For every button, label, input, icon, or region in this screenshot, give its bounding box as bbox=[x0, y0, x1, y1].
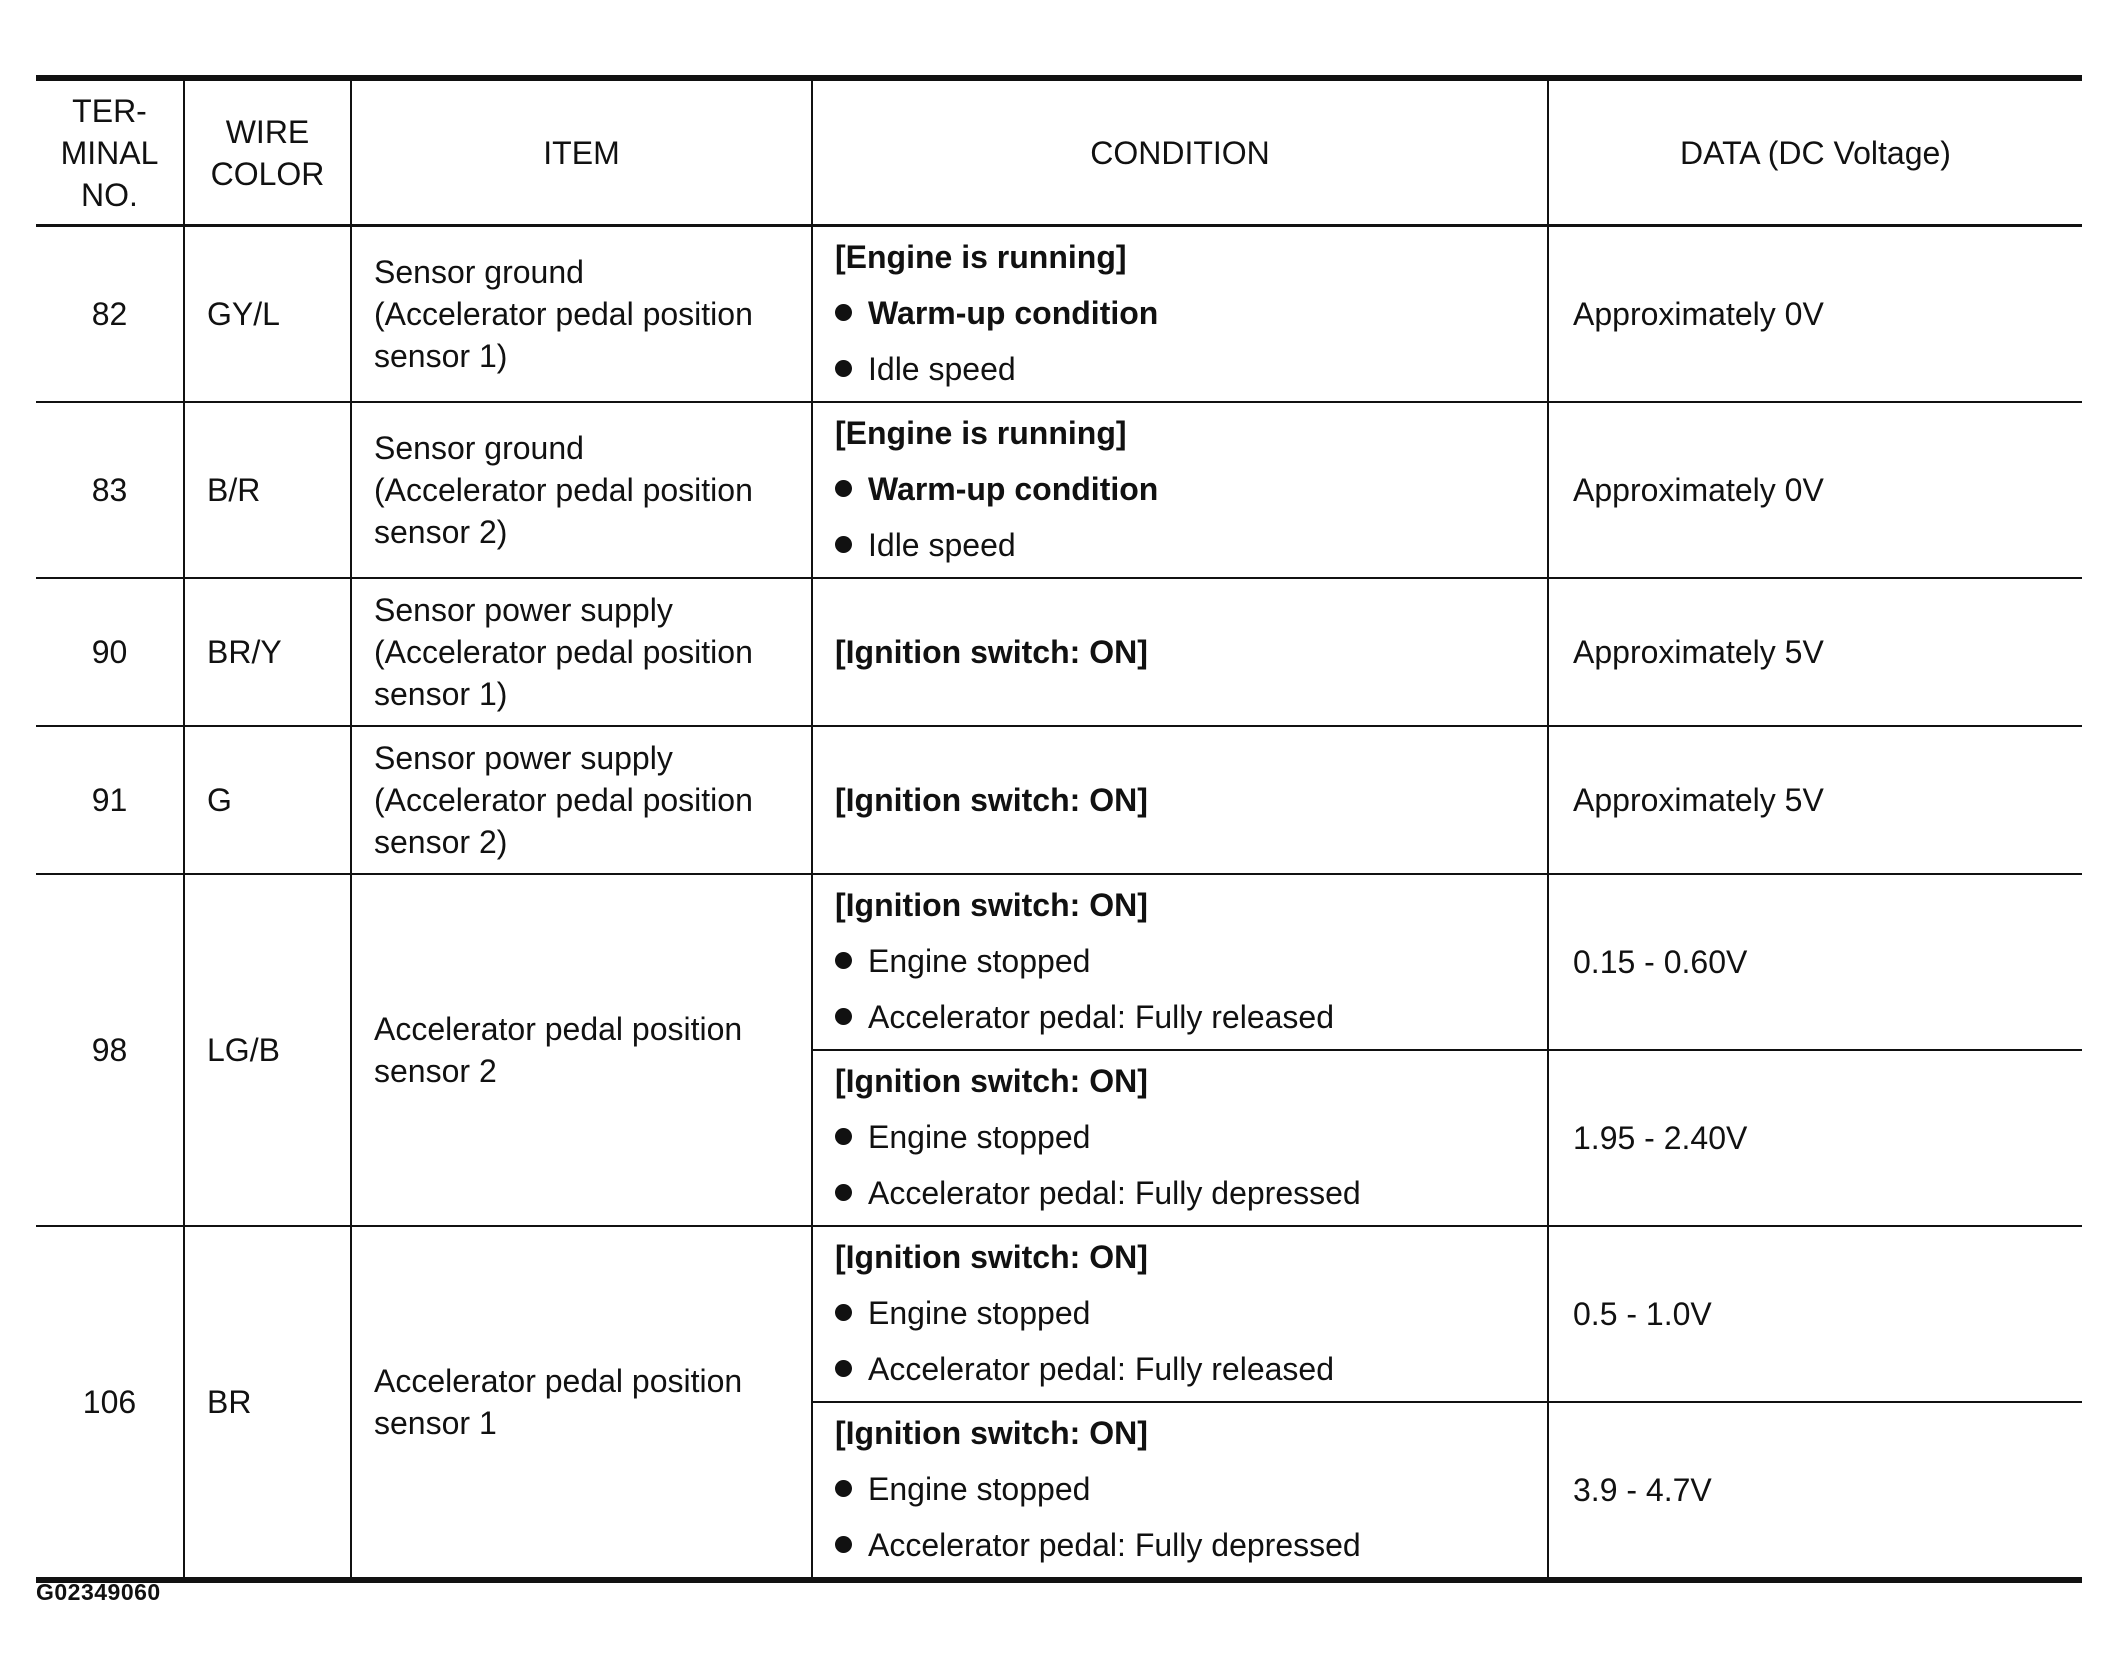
condition-bullet-text: Idle speed bbox=[868, 351, 1016, 387]
item-line: Accelerator pedal position bbox=[374, 1011, 743, 1047]
bullet-icon bbox=[835, 1008, 852, 1025]
condition-cell bbox=[812, 874, 1548, 1050]
ecm-terminal-table bbox=[36, 75, 2082, 1583]
terminal-cell: 83 bbox=[36, 402, 184, 578]
item-line: (Accelerator pedal position bbox=[374, 782, 753, 818]
condition-bullet bbox=[835, 341, 1547, 397]
item-cell bbox=[351, 874, 812, 1226]
condition-bullet bbox=[835, 1461, 1547, 1517]
data-cell: Approximately 0V bbox=[1548, 226, 2082, 403]
header-wire-line2: COLOR bbox=[210, 155, 325, 192]
item-line: (Accelerator pedal position bbox=[374, 472, 753, 508]
condition-bullet-text: Engine stopped bbox=[868, 943, 1091, 979]
table-row bbox=[36, 726, 2082, 874]
condition-bullet bbox=[835, 1285, 1547, 1341]
condition-cell bbox=[812, 1226, 1548, 1402]
table-row bbox=[36, 874, 2082, 1050]
condition-header: [Ignition switch: ON] bbox=[835, 887, 1148, 923]
condition-cell bbox=[812, 578, 1548, 726]
condition-header: [Engine is running] bbox=[835, 239, 1127, 275]
wire-color-cell: GY/L bbox=[184, 226, 351, 403]
item-line: sensor 1 bbox=[374, 1405, 497, 1441]
bullet-icon bbox=[835, 1480, 852, 1497]
condition-bullet bbox=[835, 1165, 1547, 1221]
table-row bbox=[36, 226, 2082, 403]
item-line: Sensor power supply bbox=[374, 740, 673, 776]
header-wire-color bbox=[184, 78, 351, 226]
condition-bullet bbox=[835, 285, 1547, 341]
item-line: sensor 2) bbox=[374, 824, 508, 860]
data-cell: 3.9 - 4.7V bbox=[1548, 1402, 2082, 1580]
condition-bullet bbox=[835, 517, 1547, 573]
figure-id-label: G02349060 bbox=[36, 1579, 161, 1605]
table-row bbox=[36, 578, 2082, 726]
condition-bullet-text: Engine stopped bbox=[868, 1295, 1091, 1331]
table-row bbox=[36, 402, 2082, 578]
condition-bullet bbox=[835, 989, 1547, 1045]
condition-bullet-text: Idle speed bbox=[868, 527, 1016, 563]
condition-bullet bbox=[835, 1109, 1547, 1165]
item-line: sensor 1) bbox=[374, 338, 508, 374]
item-line: Sensor ground bbox=[374, 430, 584, 466]
data-cell: Approximately 5V bbox=[1548, 578, 2082, 726]
condition-bullet-text: Engine stopped bbox=[868, 1119, 1091, 1155]
condition-bullet bbox=[835, 461, 1547, 517]
header-wire-line1: WIRE bbox=[225, 113, 310, 150]
condition-header: [Ignition switch: ON] bbox=[835, 1063, 1148, 1099]
item-line: sensor 2 bbox=[374, 1053, 497, 1089]
header-terminal-line3: NO. bbox=[81, 176, 138, 213]
item-cell bbox=[351, 402, 812, 578]
item-cell bbox=[351, 226, 812, 403]
item-cell bbox=[351, 1226, 812, 1580]
bullet-icon bbox=[835, 1360, 852, 1377]
bullet-icon bbox=[835, 1128, 852, 1145]
condition-bullet-text: Accelerator pedal: Fully depressed bbox=[868, 1175, 1361, 1211]
item-line: (Accelerator pedal position bbox=[374, 634, 753, 670]
bullet-icon bbox=[835, 480, 852, 497]
header-data: DATA (DC Voltage) bbox=[1548, 78, 2082, 226]
terminal-cell: 91 bbox=[36, 726, 184, 874]
header-terminal-line2: MINAL bbox=[60, 134, 159, 171]
condition-header: [Ignition switch: ON] bbox=[835, 1239, 1148, 1275]
header-terminal-no bbox=[36, 78, 184, 226]
item-cell bbox=[351, 578, 812, 726]
item-line: sensor 1) bbox=[374, 676, 508, 712]
wire-color-cell: B/R bbox=[184, 402, 351, 578]
condition-cell bbox=[812, 726, 1548, 874]
condition-bullet bbox=[835, 1341, 1547, 1397]
bullet-icon bbox=[835, 536, 852, 553]
bullet-icon bbox=[835, 360, 852, 377]
condition-bullet-text: Accelerator pedal: Fully released bbox=[868, 1351, 1335, 1387]
condition-header: [Ignition switch: ON] bbox=[835, 634, 1148, 670]
condition-bullet-text: Warm-up condition bbox=[868, 471, 1159, 507]
condition-header: [Ignition switch: ON] bbox=[835, 1415, 1148, 1451]
bullet-icon bbox=[835, 1536, 852, 1553]
data-cell: 0.15 - 0.60V bbox=[1548, 874, 2082, 1050]
condition-bullet-text: Engine stopped bbox=[868, 1471, 1091, 1507]
terminal-cell: 106 bbox=[36, 1226, 184, 1580]
condition-bullet-text: Warm-up condition bbox=[868, 295, 1159, 331]
header-row bbox=[36, 78, 2082, 226]
terminal-cell: 90 bbox=[36, 578, 184, 726]
header-item: ITEM bbox=[351, 78, 812, 226]
condition-bullet bbox=[835, 1517, 1547, 1573]
data-cell: Approximately 0V bbox=[1548, 402, 2082, 578]
header-terminal-line1: TER- bbox=[72, 92, 147, 129]
condition-header: [Engine is running] bbox=[835, 415, 1127, 451]
table-body bbox=[36, 226, 2082, 1581]
bullet-icon bbox=[835, 304, 852, 321]
item-cell bbox=[351, 726, 812, 874]
condition-bullet bbox=[835, 933, 1547, 989]
item-line: (Accelerator pedal position bbox=[374, 296, 753, 332]
bullet-icon bbox=[835, 1184, 852, 1201]
wire-color-cell: LG/B bbox=[184, 874, 351, 1226]
condition-bullet-text: Accelerator pedal: Fully depressed bbox=[868, 1527, 1361, 1563]
condition-cell bbox=[812, 1402, 1548, 1580]
table-row bbox=[36, 1226, 2082, 1402]
table-header bbox=[36, 78, 2082, 226]
data-cell: Approximately 5V bbox=[1548, 726, 2082, 874]
condition-cell bbox=[812, 226, 1548, 403]
terminal-cell: 82 bbox=[36, 226, 184, 403]
wire-color-cell: G bbox=[184, 726, 351, 874]
data-cell: 1.95 - 2.40V bbox=[1548, 1050, 2082, 1226]
condition-header: [Ignition switch: ON] bbox=[835, 782, 1148, 818]
terminal-cell: 98 bbox=[36, 874, 184, 1226]
condition-cell bbox=[812, 1050, 1548, 1226]
item-line: Sensor ground bbox=[374, 254, 584, 290]
wire-color-cell: BR bbox=[184, 1226, 351, 1580]
item-line: Accelerator pedal position bbox=[374, 1363, 743, 1399]
data-cell: 0.5 - 1.0V bbox=[1548, 1226, 2082, 1402]
item-line: sensor 2) bbox=[374, 514, 508, 550]
item-line: Sensor power supply bbox=[374, 592, 673, 628]
wire-color-cell: BR/Y bbox=[184, 578, 351, 726]
bullet-icon bbox=[835, 952, 852, 969]
header-condition: CONDITION bbox=[812, 78, 1548, 226]
condition-bullet-text: Accelerator pedal: Fully released bbox=[868, 999, 1335, 1035]
condition-cell bbox=[812, 402, 1548, 578]
bullet-icon bbox=[835, 1304, 852, 1321]
